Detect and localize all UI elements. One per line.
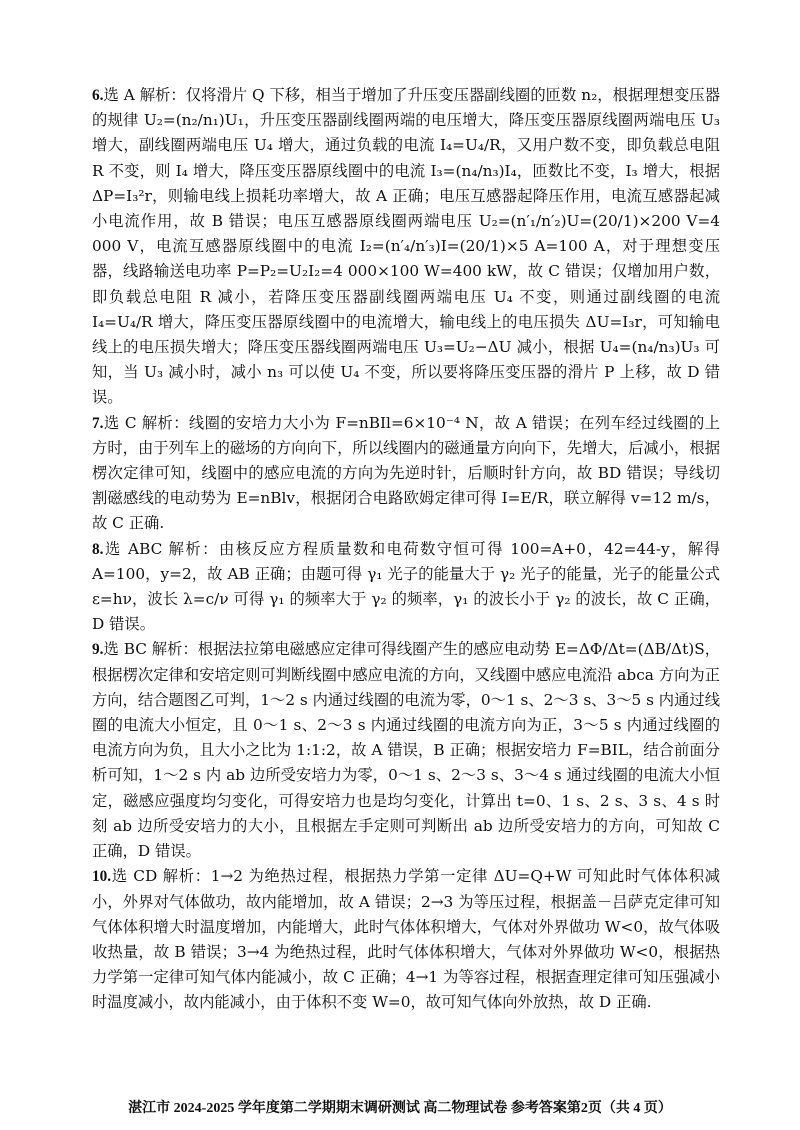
- question-number: 10.: [92, 868, 112, 886]
- answer-text: 选 C 解析：线圈的安培力大小为 F=nBIl=6×10⁻⁴ N，故 A 错误；在列车经过线圈的上方时，由于列车上的磁场的方向向下，所以线圈内的磁通量方向向下，先增大，后减小，根据楞次定律可知，线圈中的感应电流的方向为先逆时针，后顺时针方向，故 BD 错误；导线切割磁感线的电动势为 E=nBlv，根据闭合电路欧姆定律可得 I=E/R，联立解得 v=12 m/s，故 C 正确.: [92, 413, 720, 533]
- answer-9: [92, 637, 720, 864]
- page-footer: 湛江市 2024-2025 学年度第二学期期末调研测试 高二物理试卷 参考答案第2页（共 4 页）: [128, 1101, 672, 1116]
- answer-list: [92, 83, 720, 1016]
- question-number: 9.: [92, 641, 104, 659]
- question-number: 8.: [92, 540, 104, 558]
- answer-7: [92, 411, 720, 537]
- answer-text: 选 CD 解析：1→2 为绝热过程，根据热力学第一定律 ΔU=Q+W 可知此时气体体积减小，外界对气体做功，故内能增加，故 A 错误；2→3 为等压过程，根据盖－吕萨克定律可知气体体积增大时温度增加，内能增大，此时气体体积增大，气体对外界做功 W<0，故气体吸收热量，故 B 错误；3→4 为绝热过程，此时气体体积增大，气体对外界做功 W<0，根据热力学第一定律可知气体内能减小，故 C 正确；4→1 为等容过程，根据查理定律可知压强减小时温度减小，故内能减小，由于体积不变 W=0，故可知气体向外放热，故 D 正确.: [92, 867, 720, 1012]
- answer-text: 选 ABC 解析：由核反应方程质量数和电荷数守恒可得 100=A+0，42=44-y，解得 A=100，y=2，故 AB 正确；由题可得 γ₁ 光子的能量大于 γ₂ 光子的能量，光子的能量公式 ε=hν，波长 λ=c/ν 可得 γ₁ 的频率大于 γ₂ 的频率，γ₁ 的波长小于 γ₂ 的波长，故 C 正确，D 错误。: [92, 539, 720, 634]
- answer-text: 选 BC 解析：根据法拉第电磁感应定律可得线圈产生的感应电动势 E=ΔΦ/Δt=(ΔB/Δt)S，根据楞次定律和安培定则可判断线圈中感应电流的方向，又线圈中感应电流沿 abca 方向为正方向，结合题图乙可判，1～2 s 内通过线圈的电流为零，0～1 s、2～3 s、3～5 s 内通过线圈的电流大小恒定，且 0～1 s、2～3 s 内通过线圈的电流方向为正，3～5 s 内通过线圈的电流方向为负，且大小之比为 1:1:2，故 A 错误，B 正确；根据安培力 F=BIL，结合前面分析可知，1～2 s 内 ab 边所受安培力为零，0～1 s、2～3 s、3～4 s 通过线圈的电流大小恒定，磁感应强度均匀变化，可得安培力也是均匀变化，计算出 t=0、1 s、2 s、3 s、4 s 时刻 ab 边所受安培力的大小，且根据左手定则可判断出 ab 边所受安培力的方向，可知故 C 正确，D 错误。: [92, 640, 720, 861]
- answer-text: 选 A 解析：仅将滑片 Q 下移，相当于增加了升压变压器副线圈的匝数 n₂，根据理想变压器的规律 U₂=(n₂/n₁)U₁，升压变压器副线圈两端的电压增大，降压变压器原线圈两端电压 U₃ 增大，副线圈两端电压 U₄ 增大，通过负载的电流 I₄=U₄/R，又用户数不变，即负载总电阻 R 不变，则 I₄ 增大，降压变压器原线圈中的电流 I₃=(n₄/n₃)I₄，匝数比不变，I₃ 增大，根据 ΔP=I₃²r，则输电线上损耗功率增大，故 A 正确；电压互感器起降压作用，电流互感器起减小电流作用，故 B 错误；电压互感器原线圈两端电压 U₂=(n′₁/n′₂)U=(20/1)×200 V=4 000 V，电流互感器原线圈中的电流 I₂=(n′₄/n′₃)I=(20/1)×5 A=100 A，对于理想变压器，线路输送电功率 P=P₂=U₂I₂=4 000×100 W=400 kW，故 C 错误；仅增加用户数，即负载总电阻 R 减小，若降压变压器副线圈两端电压 U₄ 不变，则通过副线圈的电流 I₄=U₄/R 增大，降压变压器原线圈中的电流增大，输电线上的电压损失 ΔU=I₃r，可知输电线上的电压损失增大；降压变压器线圈两端电压 U₃=U₂−ΔU 减小，根据 U₄=(n₄/n₃)U₃ 可知，当 U₃ 减小时，减小 n₃ 可以使 U₄ 不变，所以要将降压变压器的滑片 P 上移，故 D 错误。: [92, 86, 720, 407]
- answer-6: [92, 83, 720, 411]
- answer-10: [92, 864, 720, 1015]
- question-number: 7.: [92, 414, 104, 432]
- question-number: 6.: [92, 87, 104, 104]
- answer-8: [92, 537, 720, 638]
